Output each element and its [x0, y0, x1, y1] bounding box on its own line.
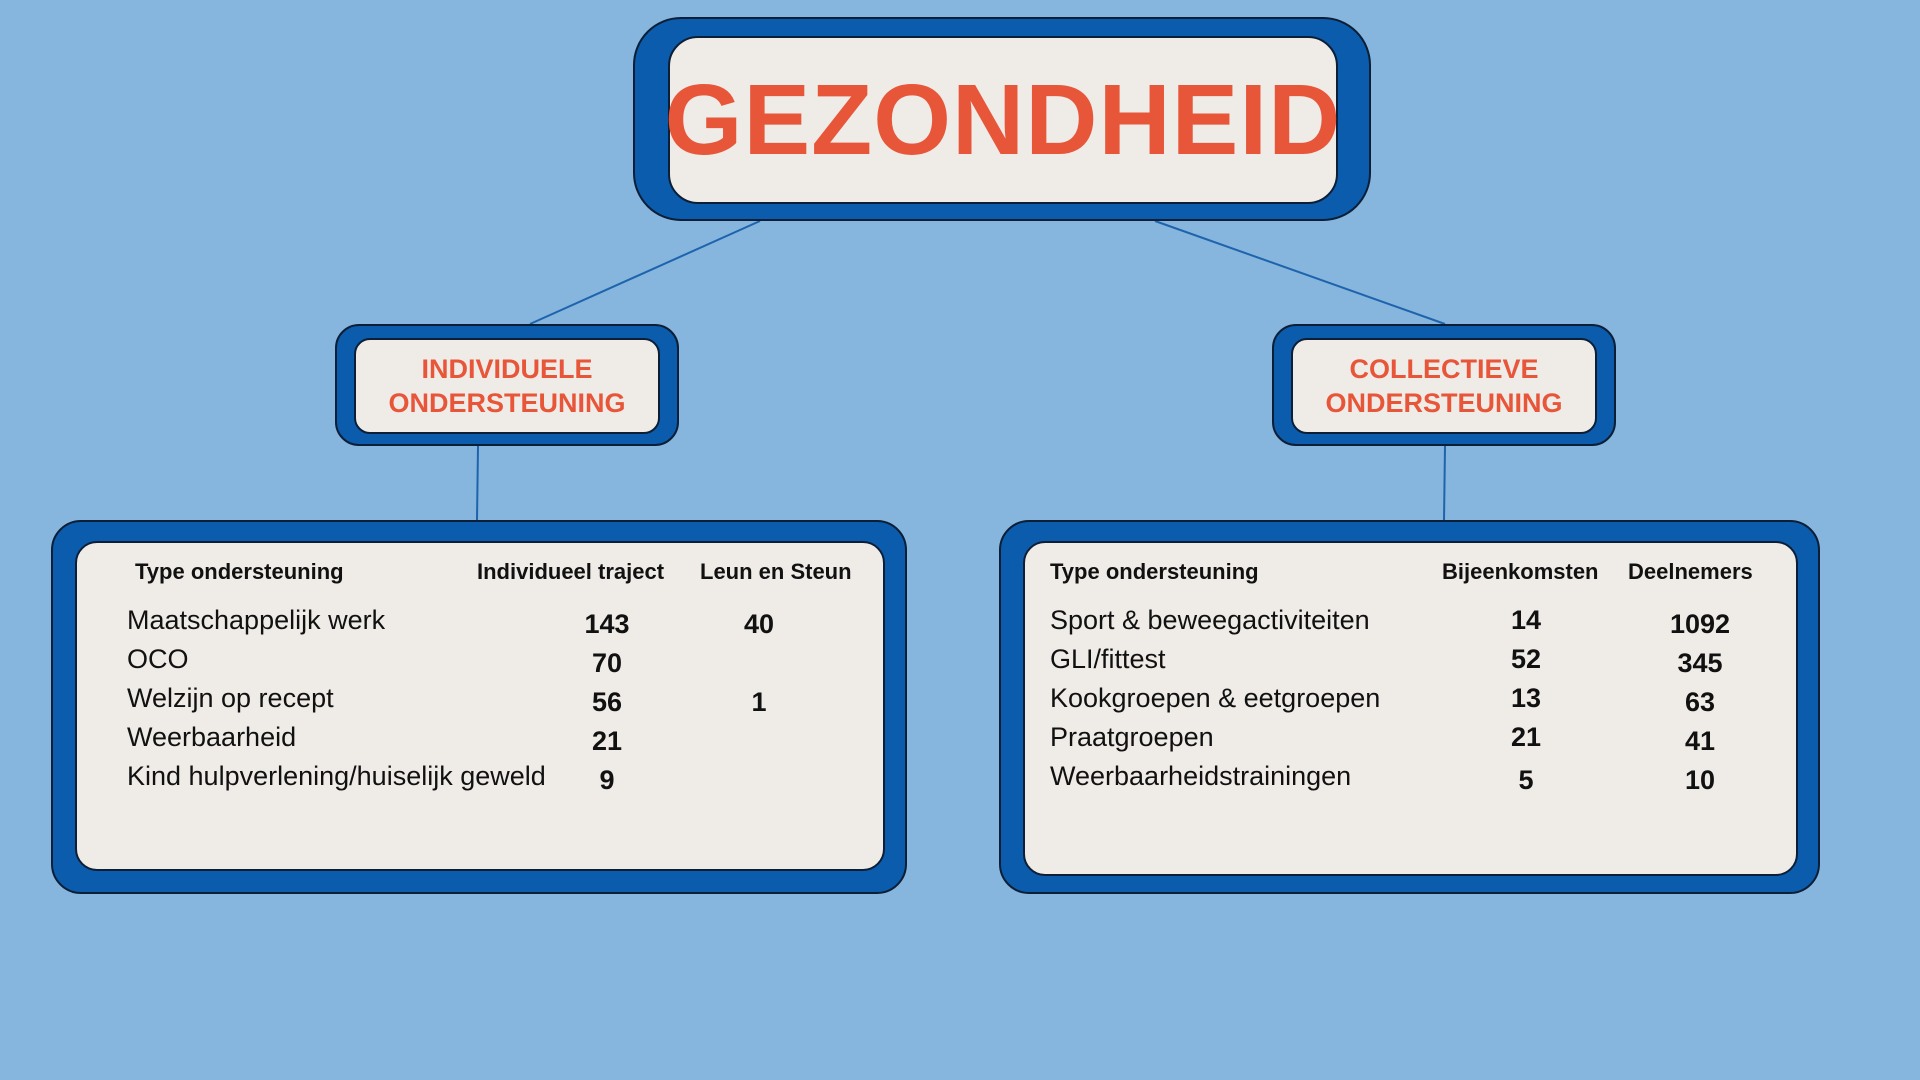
table-row: [1025, 761, 1796, 799]
connector-title-to-collective: [1155, 221, 1445, 324]
row-type: Maatschappelijk werk: [127, 605, 386, 635]
table-row: [1025, 644, 1796, 682]
collective-table-box: [999, 520, 1820, 894]
row-bijeenkomsten: 14: [1510, 605, 1542, 635]
row-leun-en-steun: 1: [751, 687, 767, 717]
individual-table: [77, 543, 883, 869]
collective-table-panel: [1023, 541, 1798, 876]
row-deelnemers: 41: [1684, 726, 1716, 756]
row-bijeenkomsten: 52: [1510, 644, 1542, 674]
table-row: [1025, 605, 1796, 643]
column-header-individueel-traject: Individueel traject: [477, 559, 665, 584]
row-individueel-traject: 21: [591, 726, 623, 756]
title-box: [633, 17, 1371, 221]
row-type: GLI/fittest: [1050, 644, 1166, 674]
row-individueel-traject: 56: [591, 687, 623, 717]
row-type: Sport & beweegactiviteiten: [1050, 605, 1370, 635]
connector-title-to-individual: [530, 221, 760, 324]
column-header-type: Type ondersteuning: [135, 559, 344, 584]
individual-support-node: [335, 324, 679, 446]
row-type: Weerbaarheidstrainingen: [1050, 761, 1352, 791]
row-individueel-traject: 143: [584, 609, 630, 639]
collective-support-label-line2: ONDERSTEUNING: [1325, 388, 1563, 418]
individual-support-label: [388, 352, 625, 420]
table-row: [77, 644, 883, 682]
row-type: Praatgroepen: [1050, 722, 1214, 752]
row-type: Kind hulpverlening/huiselijk geweld: [127, 761, 546, 791]
table-row: [77, 605, 883, 643]
column-header-type: Type ondersteuning: [1050, 559, 1259, 584]
row-type: OCO: [127, 644, 189, 674]
table-row: [77, 722, 883, 760]
individual-support-panel: [354, 338, 660, 434]
title-panel: [664, 36, 1342, 204]
row-type: Welzijn op recept: [127, 683, 334, 713]
collective-support-label-line1: COLLECTIEVE: [1349, 354, 1539, 384]
individual-table-panel: [75, 541, 885, 871]
row-individueel-traject: 70: [591, 648, 623, 678]
collective-support-label: [1325, 352, 1562, 420]
column-header-bijeenkomsten: Bijeenkomsten: [1442, 559, 1599, 584]
row-bijeenkomsten: 5: [1518, 765, 1534, 795]
table-row: [1025, 722, 1796, 760]
row-leun-en-steun: 40: [743, 609, 775, 639]
row-type: Weerbaarheid: [127, 722, 297, 752]
row-type: Kookgroepen & eetgroepen: [1050, 683, 1381, 713]
table-row: [1025, 683, 1796, 721]
row-bijeenkomsten: 21: [1510, 722, 1542, 752]
page-title: GEZONDHEID: [664, 64, 1342, 176]
individual-table-box: [51, 520, 907, 894]
table-row: [77, 761, 883, 799]
row-deelnemers: 63: [1684, 687, 1716, 717]
row-bijeenkomsten: 13: [1510, 683, 1542, 713]
collective-support-node: [1272, 324, 1616, 446]
row-deelnemers: 1092: [1669, 609, 1731, 639]
individual-support-label-line2: ONDERSTEUNING: [388, 388, 626, 418]
column-header-leun-en-steun: Leun en Steun: [700, 559, 852, 584]
row-deelnemers: 10: [1684, 765, 1716, 795]
connector-collective-to-table: [1444, 446, 1445, 520]
row-deelnemers: 345: [1677, 648, 1723, 678]
connector-individual-to-table: [477, 446, 478, 520]
column-header-deelnemers: Deelnemers: [1628, 559, 1753, 584]
individual-support-label-line1: INDIVIDUELE: [421, 354, 593, 384]
table-row: [77, 683, 883, 721]
collective-support-panel: [1291, 338, 1597, 434]
collective-table: [1025, 543, 1796, 874]
row-individueel-traject: 9: [599, 765, 615, 795]
